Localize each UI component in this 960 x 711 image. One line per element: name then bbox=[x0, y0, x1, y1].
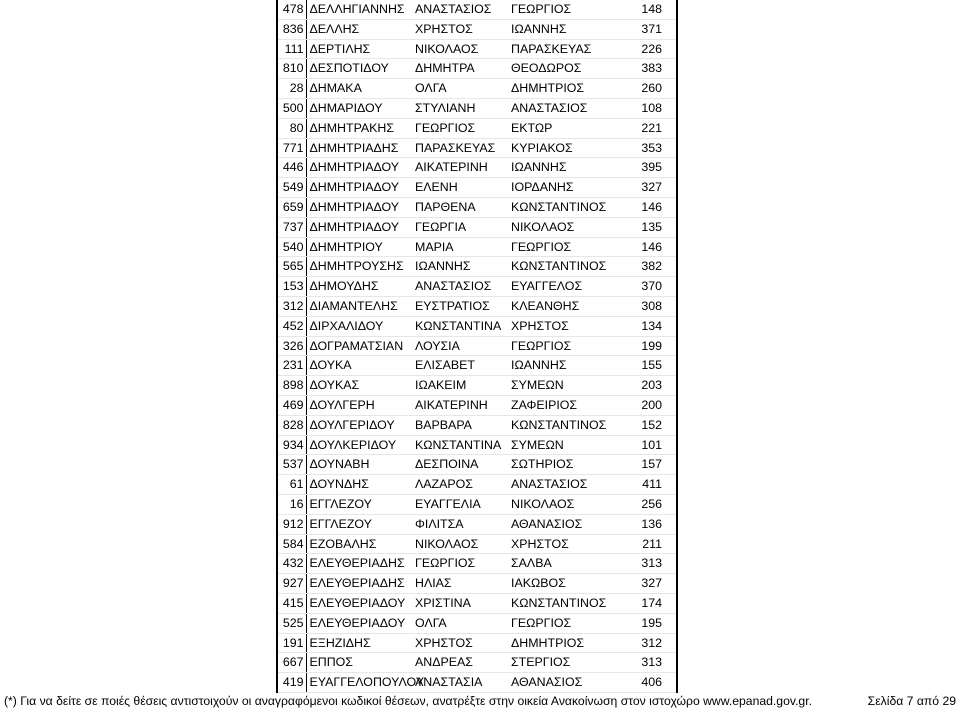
first-name-cell: ΜΑΡΙΑ bbox=[412, 237, 508, 257]
rank-cell: 313 bbox=[637, 653, 677, 673]
father-name-cell: ΓΕΩΡΓΙΟΣ bbox=[508, 336, 637, 356]
position-code-cell: 927 bbox=[277, 574, 306, 594]
results-table-body bbox=[277, 0, 677, 692]
table-row bbox=[277, 158, 677, 178]
first-name-cell: ΓΕΩΡΓΙΑ bbox=[412, 217, 508, 237]
first-name-cell: ΑΝΑΣΤΑΣΙΑ bbox=[412, 673, 508, 693]
rank-cell: 260 bbox=[637, 79, 677, 99]
surname-cell: ΔΟΥΚΑΣ bbox=[306, 376, 412, 396]
table-row bbox=[277, 633, 677, 653]
surname-cell: ΔΗΜΗΤΡΑΚΗΣ bbox=[306, 118, 412, 138]
first-name-cell: ΝΙΚΟΛΑΟΣ bbox=[412, 39, 508, 59]
position-code-cell: 231 bbox=[277, 356, 306, 376]
position-code-cell: 191 bbox=[277, 633, 306, 653]
table-row bbox=[277, 514, 677, 534]
father-name-cell: ΣΥΜΕΩΝ bbox=[508, 435, 637, 455]
father-name-cell: ΚΩΝΣΤΑΝΤΙΝΟΣ bbox=[508, 593, 637, 613]
position-code-cell: 540 bbox=[277, 237, 306, 257]
table-row bbox=[277, 534, 677, 554]
table-row bbox=[277, 79, 677, 99]
rank-cell: 327 bbox=[637, 574, 677, 594]
table-row bbox=[277, 277, 677, 297]
first-name-cell: ΙΩΑΝΝΗΣ bbox=[412, 257, 508, 277]
father-name-cell: ΓΕΩΡΓΙΟΣ bbox=[508, 613, 637, 633]
rank-cell: 382 bbox=[637, 257, 677, 277]
rank-cell: 157 bbox=[637, 455, 677, 475]
table-row bbox=[277, 217, 677, 237]
rank-cell: 370 bbox=[637, 277, 677, 297]
position-code-cell: 153 bbox=[277, 277, 306, 297]
first-name-cell: ΑΝΑΣΤΑΣΙΟΣ bbox=[412, 0, 508, 19]
table-row bbox=[277, 336, 677, 356]
surname-cell: ΔΗΜΗΤΡΙΑΔΟΥ bbox=[306, 197, 412, 217]
position-code-cell: 500 bbox=[277, 98, 306, 118]
surname-cell: ΕΛΕΥΘΕΡΙΑΔΗΣ bbox=[306, 574, 412, 594]
position-code-cell: 326 bbox=[277, 336, 306, 356]
position-code-cell: 415 bbox=[277, 593, 306, 613]
surname-cell: ΔΙΑΜΑΝΤΕΛΗΣ bbox=[306, 296, 412, 316]
table-row bbox=[277, 475, 677, 495]
rank-cell: 353 bbox=[637, 138, 677, 158]
father-name-cell: ΣΩΤΗΡΙΟΣ bbox=[508, 455, 637, 475]
surname-cell: ΔΗΜΗΤΡΙΑΔΟΥ bbox=[306, 158, 412, 178]
surname-cell: ΔΗΜΗΤΡΙΑΔΟΥ bbox=[306, 178, 412, 198]
table-row bbox=[277, 19, 677, 39]
table-row bbox=[277, 673, 677, 693]
position-code-cell: 549 bbox=[277, 178, 306, 198]
father-name-cell: ΚΛΕΑΝΘΗΣ bbox=[508, 296, 637, 316]
position-code-cell: 312 bbox=[277, 296, 306, 316]
table-row bbox=[277, 316, 677, 336]
father-name-cell: ΚΩΝΣΤΑΝΤΙΝΟΣ bbox=[508, 197, 637, 217]
father-name-cell: ΕΚΤΩΡ bbox=[508, 118, 637, 138]
position-code-cell: 898 bbox=[277, 376, 306, 396]
position-code-cell: 737 bbox=[277, 217, 306, 237]
father-name-cell: ΚΩΝΣΤΑΝΤΙΝΟΣ bbox=[508, 257, 637, 277]
first-name-cell: ΔΗΜΗΤΡΑ bbox=[412, 59, 508, 79]
table-row bbox=[277, 118, 677, 138]
first-name-cell: ΙΩΑΚΕΙΜ bbox=[412, 376, 508, 396]
first-name-cell: ΑΙΚΑΤΕΡΙΝΗ bbox=[412, 395, 508, 415]
rank-cell: 199 bbox=[637, 336, 677, 356]
table-row bbox=[277, 296, 677, 316]
surname-cell: ΔΟΥΛΚΕΡΙΔΟΥ bbox=[306, 435, 412, 455]
table-row bbox=[277, 494, 677, 514]
father-name-cell: ΑΘΑΝΑΣΙΟΣ bbox=[508, 673, 637, 693]
father-name-cell: ΣΥΜΕΩΝ bbox=[508, 376, 637, 396]
rank-cell: 211 bbox=[637, 534, 677, 554]
first-name-cell: ΧΡΙΣΤΙΝΑ bbox=[412, 593, 508, 613]
rank-cell: 226 bbox=[637, 39, 677, 59]
position-code-cell: 828 bbox=[277, 415, 306, 435]
father-name-cell: ΖΑΦΕΙΡΙΟΣ bbox=[508, 395, 637, 415]
father-name-cell: ΑΘΑΝΑΣΙΟΣ bbox=[508, 514, 637, 534]
rank-cell: 203 bbox=[637, 376, 677, 396]
first-name-cell: ΔΕΣΠΟΙΝΑ bbox=[412, 455, 508, 475]
table-row bbox=[277, 138, 677, 158]
surname-cell: ΔΟΥΝΑΒΗ bbox=[306, 455, 412, 475]
table-row bbox=[277, 376, 677, 396]
father-name-cell: ΓΕΩΡΓΙΟΣ bbox=[508, 237, 637, 257]
table-row bbox=[277, 455, 677, 475]
father-name-cell: ΘΕΟΔΩΡΟΣ bbox=[508, 59, 637, 79]
first-name-cell: ΚΩΝΣΤΑΝΤΙΝΑ bbox=[412, 316, 508, 336]
rank-cell: 134 bbox=[637, 316, 677, 336]
rank-cell: 327 bbox=[637, 178, 677, 198]
father-name-cell: ΔΗΜΗΤΡΙΟΣ bbox=[508, 633, 637, 653]
position-code-cell: 446 bbox=[277, 158, 306, 178]
first-name-cell: ΕΥΑΓΓΕΛΙΑ bbox=[412, 494, 508, 514]
page-number: Σελίδα 7 από 29 bbox=[867, 694, 956, 708]
father-name-cell: ΝΙΚΟΛΑΟΣ bbox=[508, 217, 637, 237]
surname-cell: ΕΠΠΟΣ bbox=[306, 653, 412, 673]
table-row bbox=[277, 237, 677, 257]
position-code-cell: 80 bbox=[277, 118, 306, 138]
surname-cell: ΕΛΕΥΘΕΡΙΑΔΟΥ bbox=[306, 593, 412, 613]
position-code-cell: 478 bbox=[277, 0, 306, 19]
first-name-cell: ΑΝΔΡΕΑΣ bbox=[412, 653, 508, 673]
position-code-cell: 61 bbox=[277, 475, 306, 495]
first-name-cell: ΓΕΩΡΓΙΟΣ bbox=[412, 554, 508, 574]
position-code-cell: 111 bbox=[277, 39, 306, 59]
surname-cell: ΔΗΜΗΤΡΟΥΣΗΣ bbox=[306, 257, 412, 277]
table-row bbox=[277, 435, 677, 455]
table-row bbox=[277, 0, 677, 19]
rank-cell: 174 bbox=[637, 593, 677, 613]
position-code-cell: 565 bbox=[277, 257, 306, 277]
father-name-cell: ΣΤΕΡΓΙΟΣ bbox=[508, 653, 637, 673]
surname-cell: ΕΛΕΥΘΕΡΙΑΔΗΣ bbox=[306, 554, 412, 574]
father-name-cell: ΠΑΡΑΣΚΕΥΑΣ bbox=[508, 39, 637, 59]
father-name-cell: ΧΡΗΣΤΟΣ bbox=[508, 316, 637, 336]
father-name-cell: ΕΥΑΓΓΕΛΟΣ bbox=[508, 277, 637, 297]
surname-cell: ΔΗΜΟΥΔΗΣ bbox=[306, 277, 412, 297]
surname-cell: ΔΗΜΗΤΡΙΑΔΟΥ bbox=[306, 217, 412, 237]
father-name-cell: ΙΩΑΝΝΗΣ bbox=[508, 158, 637, 178]
first-name-cell: ΦΙΛΙΤΣΑ bbox=[412, 514, 508, 534]
first-name-cell: ΒΑΡΒΑΡΑ bbox=[412, 415, 508, 435]
table-row bbox=[277, 257, 677, 277]
rank-cell: 148 bbox=[637, 0, 677, 19]
first-name-cell: ΓΕΩΡΓΙΟΣ bbox=[412, 118, 508, 138]
father-name-cell: ΓΕΩΡΓΙΟΣ bbox=[508, 0, 637, 19]
position-code-cell: 810 bbox=[277, 59, 306, 79]
rank-cell: 146 bbox=[637, 197, 677, 217]
father-name-cell: ΙΟΡΔΑΝΗΣ bbox=[508, 178, 637, 198]
surname-cell: ΕΛΕΥΘΕΡΙΑΔΟΥ bbox=[306, 613, 412, 633]
surname-cell: ΔΙΡΧΑΛΙΔΟΥ bbox=[306, 316, 412, 336]
surname-cell: ΕΓΓΛΕΖΟΥ bbox=[306, 494, 412, 514]
rank-cell: 195 bbox=[637, 613, 677, 633]
father-name-cell: ΣΑΛΒΑ bbox=[508, 554, 637, 574]
rank-cell: 406 bbox=[637, 673, 677, 693]
rank-cell: 308 bbox=[637, 296, 677, 316]
position-code-cell: 28 bbox=[277, 79, 306, 99]
surname-cell: ΕΖΟΒΑΛΗΣ bbox=[306, 534, 412, 554]
surname-cell: ΔΟΥΛΓΕΡΗ bbox=[306, 395, 412, 415]
surname-cell: ΔΕΡΤΙΛΗΣ bbox=[306, 39, 412, 59]
father-name-cell: ΔΗΜΗΤΡΙΟΣ bbox=[508, 79, 637, 99]
rank-cell: 411 bbox=[637, 475, 677, 495]
rank-cell: 136 bbox=[637, 514, 677, 534]
first-name-cell: ΑΙΚΑΤΕΡΙΝΗ bbox=[412, 158, 508, 178]
surname-cell: ΔΟΥΚΑ bbox=[306, 356, 412, 376]
position-code-cell: 469 bbox=[277, 395, 306, 415]
first-name-cell: ΝΙΚΟΛΑΟΣ bbox=[412, 534, 508, 554]
position-code-cell: 836 bbox=[277, 19, 306, 39]
father-name-cell: ΝΙΚΟΛΑΟΣ bbox=[508, 494, 637, 514]
father-name-cell: ΙΩΑΝΝΗΣ bbox=[508, 19, 637, 39]
rank-cell: 383 bbox=[637, 59, 677, 79]
position-code-cell: 432 bbox=[277, 554, 306, 574]
father-name-cell: ΙΩΑΝΝΗΣ bbox=[508, 356, 637, 376]
first-name-cell: ΠΑΡΑΣΚΕΥΑΣ bbox=[412, 138, 508, 158]
rank-cell: 221 bbox=[637, 118, 677, 138]
table-row bbox=[277, 554, 677, 574]
position-code-cell: 452 bbox=[277, 316, 306, 336]
position-code-cell: 667 bbox=[277, 653, 306, 673]
rank-cell: 395 bbox=[637, 158, 677, 178]
rank-cell: 313 bbox=[637, 554, 677, 574]
surname-cell: ΔΗΜΑΡΙΔΟΥ bbox=[306, 98, 412, 118]
father-name-cell: ΧΡΗΣΤΟΣ bbox=[508, 534, 637, 554]
results-table bbox=[276, 0, 678, 693]
surname-cell: ΔΗΜΑΚΑ bbox=[306, 79, 412, 99]
position-code-cell: 16 bbox=[277, 494, 306, 514]
first-name-cell: ΛΟΥΣΙΑ bbox=[412, 336, 508, 356]
position-code-cell: 525 bbox=[277, 613, 306, 633]
rank-cell: 312 bbox=[637, 633, 677, 653]
surname-cell: ΔΟΓΡΑΜΑΤΣΙΑΝ bbox=[306, 336, 412, 356]
table-row bbox=[277, 395, 677, 415]
first-name-cell: ΕΛΕΝΗ bbox=[412, 178, 508, 198]
surname-cell: ΔΟΥΝΔΗΣ bbox=[306, 475, 412, 495]
first-name-cell: ΧΡΗΣΤΟΣ bbox=[412, 633, 508, 653]
father-name-cell: ΙΑΚΩΒΟΣ bbox=[508, 574, 637, 594]
rank-cell: 200 bbox=[637, 395, 677, 415]
table-row bbox=[277, 574, 677, 594]
table-row bbox=[277, 59, 677, 79]
father-name-cell: ΚΥΡΙΑΚΟΣ bbox=[508, 138, 637, 158]
rank-cell: 101 bbox=[637, 435, 677, 455]
position-code-cell: 419 bbox=[277, 673, 306, 693]
rank-cell: 152 bbox=[637, 415, 677, 435]
surname-cell: ΔΗΜΗΤΡΙΑΔΗΣ bbox=[306, 138, 412, 158]
surname-cell: ΕΞΗΖΙΔΗΣ bbox=[306, 633, 412, 653]
surname-cell: ΕΓΓΛΕΖΟΥ bbox=[306, 514, 412, 534]
rank-cell: 155 bbox=[637, 356, 677, 376]
first-name-cell: ΗΛΙΑΣ bbox=[412, 574, 508, 594]
first-name-cell: ΧΡΗΣΤΟΣ bbox=[412, 19, 508, 39]
first-name-cell: ΟΛΓΑ bbox=[412, 79, 508, 99]
father-name-cell: ΑΝΑΣΤΑΣΙΟΣ bbox=[508, 475, 637, 495]
position-code-cell: 934 bbox=[277, 435, 306, 455]
table-row bbox=[277, 98, 677, 118]
surname-cell: ΕΥΑΓΓΕΛΟΠΟΥΛΟΥ bbox=[306, 673, 412, 693]
rank-cell: 108 bbox=[637, 98, 677, 118]
first-name-cell: ΣΤΥΛΙΑΝΗ bbox=[412, 98, 508, 118]
table-row bbox=[277, 653, 677, 673]
results-table-container bbox=[276, 0, 676, 693]
first-name-cell: ΟΛΓΑ bbox=[412, 613, 508, 633]
first-name-cell: ΑΝΑΣΤΑΣΙΟΣ bbox=[412, 277, 508, 297]
rank-cell: 146 bbox=[637, 237, 677, 257]
table-row bbox=[277, 613, 677, 633]
position-code-cell: 537 bbox=[277, 455, 306, 475]
position-code-cell: 771 bbox=[277, 138, 306, 158]
first-name-cell: ΛΑΖΑΡΟΣ bbox=[412, 475, 508, 495]
footer-note: (*) Για να δείτε σε ποιές θέσεις αντιστοιχούν οι αναγραφόμενοι κωδικοί θέσεων, ανατρέξτε στην οικεία Ανακοίνωση στον ιστοχώρο www.epanad.gov.gr. bbox=[4, 694, 812, 708]
table-row bbox=[277, 39, 677, 59]
father-name-cell: ΑΝΑΣΤΑΣΙΟΣ bbox=[508, 98, 637, 118]
surname-cell: ΔΕΛΛΗΣ bbox=[306, 19, 412, 39]
position-code-cell: 912 bbox=[277, 514, 306, 534]
surname-cell: ΔΕΣΠΟΤΙΔΟΥ bbox=[306, 59, 412, 79]
table-row bbox=[277, 178, 677, 198]
table-row bbox=[277, 197, 677, 217]
table-row bbox=[277, 415, 677, 435]
position-code-cell: 659 bbox=[277, 197, 306, 217]
first-name-cell: ΕΥΣΤΡΑΤΙΟΣ bbox=[412, 296, 508, 316]
surname-cell: ΔΗΜΗΤΡΙΟΥ bbox=[306, 237, 412, 257]
father-name-cell: ΚΩΝΣΤΑΝΤΙΝΟΣ bbox=[508, 415, 637, 435]
rank-cell: 256 bbox=[637, 494, 677, 514]
first-name-cell: ΠΑΡΘΕΝΑ bbox=[412, 197, 508, 217]
position-code-cell: 584 bbox=[277, 534, 306, 554]
rank-cell: 135 bbox=[637, 217, 677, 237]
table-row bbox=[277, 593, 677, 613]
surname-cell: ΔΕΛΛΗΓΙΑΝΝΗΣ bbox=[306, 0, 412, 19]
first-name-cell: ΚΩΝΣΤΑΝΤΙΝΑ bbox=[412, 435, 508, 455]
first-name-cell: ΕΛΙΣΑΒΕΤ bbox=[412, 356, 508, 376]
table-row bbox=[277, 356, 677, 376]
surname-cell: ΔΟΥΛΓΕΡΙΔΟΥ bbox=[306, 415, 412, 435]
rank-cell: 371 bbox=[637, 19, 677, 39]
